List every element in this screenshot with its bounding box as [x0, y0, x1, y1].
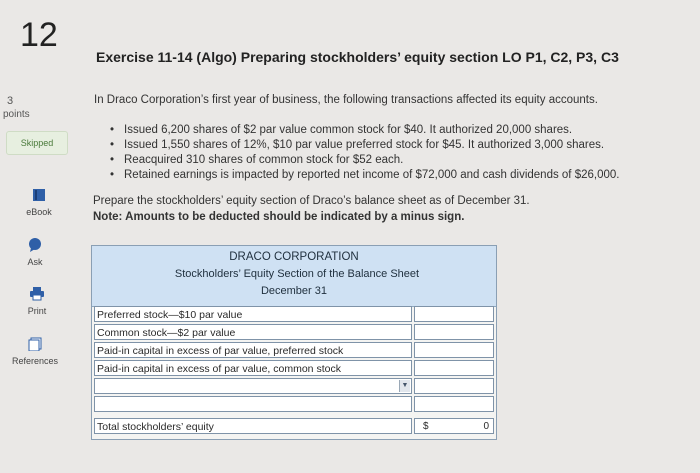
ebook-label: eBook — [26, 207, 52, 217]
table-row — [92, 342, 496, 358]
ask-label: Ask — [27, 257, 43, 267]
list-item: • Retained earnings is impacted by reported net income of $72,000 and cash dividends of $26,000. — [110, 168, 619, 183]
question-number: 12 — [20, 16, 58, 54]
exercise-title: Exercise 11-14 (Algo) Preparing stockholders’ equity section LO P1, C2, P3, C3 — [96, 49, 619, 65]
currency-symbol: $ — [423, 421, 429, 432]
row-label-dropdown[interactable] — [94, 378, 412, 394]
worksheet-header — [92, 246, 496, 307]
ask-tool[interactable] — [0, 238, 70, 267]
chevron-down-icon[interactable]: ▼ — [399, 380, 410, 392]
equity-worksheet — [91, 245, 497, 440]
row-label-input[interactable]: Paid-in capital in excess of par value, preferred stock — [94, 342, 412, 358]
total-label: Total stockholders’ equity — [94, 418, 412, 434]
exercise-intro: In Draco Corporation’s first year of business, the following transactions affected its equity accounts. — [94, 94, 598, 106]
statement-date: December 31 — [260, 285, 328, 297]
row-amount-input[interactable] — [414, 360, 494, 376]
points-label: points — [3, 109, 30, 120]
total-amount — [414, 418, 494, 434]
row-label-input[interactable]: Common stock—$2 par value — [94, 324, 412, 340]
table-row — [92, 306, 496, 322]
print-label: Print — [27, 306, 47, 316]
row-amount-input[interactable] — [414, 324, 494, 340]
total-row — [92, 418, 496, 434]
table-row — [92, 360, 496, 376]
table-row — [92, 324, 496, 340]
references-tool[interactable] — [0, 337, 70, 366]
points-value: 3 — [7, 95, 14, 107]
table-row — [92, 378, 496, 394]
row-amount-input[interactable] — [414, 306, 494, 322]
minus-sign-note: Note: Amounts to be deducted should be indicated by a minus sign. — [93, 211, 465, 223]
table-row — [92, 396, 496, 412]
transaction-list — [110, 123, 619, 183]
ebook-tool[interactable] — [4, 188, 74, 217]
skipped-badge: Skipped — [6, 131, 68, 155]
prepare-instruction: Prepare the stockholders’ equity section of Draco’s balance sheet as of December 31. — [93, 195, 530, 207]
row-amount-input[interactable] — [414, 342, 494, 358]
references-label: References — [11, 356, 59, 366]
row-amount-input[interactable] — [414, 396, 494, 412]
chat-icon — [0, 238, 70, 254]
references-icon — [0, 337, 70, 353]
print-tool[interactable] — [2, 287, 72, 316]
company-name: DRACO CORPORATION — [229, 251, 359, 263]
printer-icon — [2, 287, 72, 303]
total-value: 0 — [483, 421, 489, 432]
statement-title: Stockholders’ Equity Section of the Balance Sheet — [174, 268, 420, 280]
row-label-input[interactable]: Paid-in capital in excess of par value, common stock — [94, 360, 412, 376]
book-icon — [4, 188, 74, 204]
list-item: • Issued 1,550 shares of 12%, $10 par value preferred stock for $45. It authorized 3,000 shares. — [110, 138, 619, 153]
row-amount-input[interactable] — [414, 378, 494, 394]
row-label-input[interactable] — [94, 396, 412, 412]
row-label-input[interactable]: Preferred stock—$10 par value — [94, 306, 412, 322]
list-item: • Reacquired 310 shares of common stock for $52 each. — [110, 153, 619, 168]
list-item: • Issued 6,200 shares of $2 par value common stock for $40. It authorized 20,000 shares. — [110, 123, 619, 138]
